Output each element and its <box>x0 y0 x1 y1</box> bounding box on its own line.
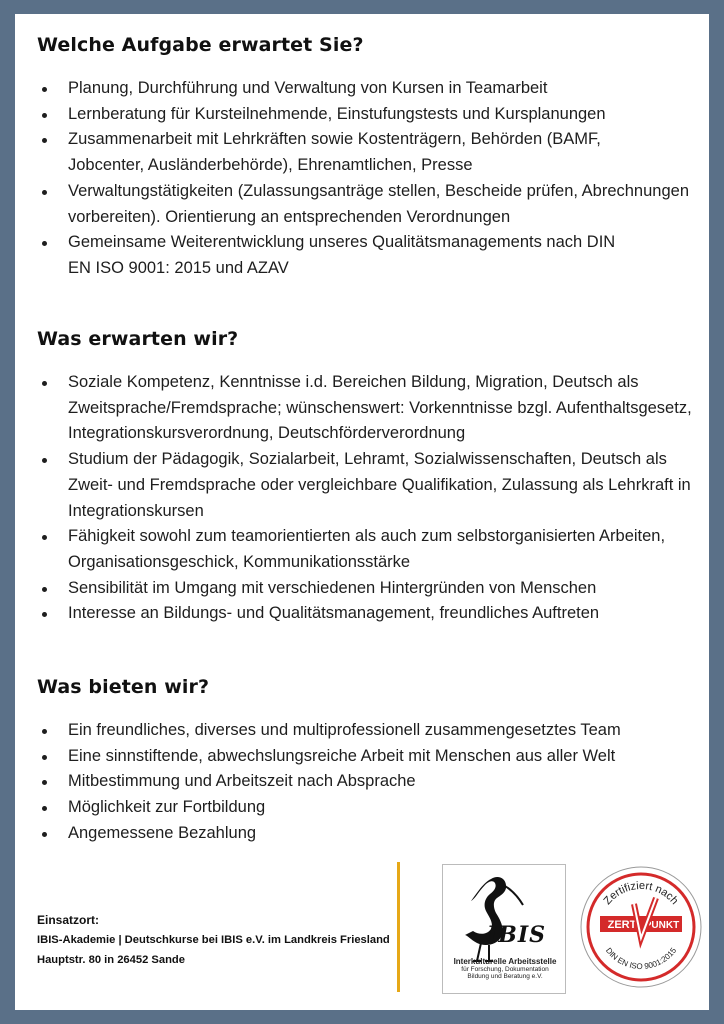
list-item: Gemeinsame Weiterentwicklung unseres Qualitätsmanagements nach DIN EN ISO 9001: 2015 und AZAV <box>39 230 628 281</box>
list-item: Zusammenarbeit mit Lehrkräften sowie Kostenträgern, Behörden (BAMF, Jobcenter, Ausländerbehörde), Ehrenamtlichen, Presse <box>39 127 628 178</box>
list-item: Verwaltungstätigkeiten (Zulassungsanträge stellen, Bescheide prüfen, Abrechnungen vorbereiten). Orientierung an entsprechenden Verordnungen <box>39 179 699 230</box>
list-item: Fähigkeit sowohl zum teamorientierten als auch zum selbstorganisierten Arbeiten, Organisationsgeschick, Kommunikationsstärke <box>39 524 699 575</box>
seal-arc-text: Zertifiziert nach <box>601 879 681 908</box>
list-item: Planung, Durchführung und Verwaltung von Kursen in Teamarbeit <box>39 76 699 102</box>
tasks-list <box>39 76 699 282</box>
list-item: Interesse an Bildungs- und Qualitätsmanagement, freundliches Auftreten <box>39 601 699 627</box>
seal-bottom-text: DIN EN ISO 9001:2015 <box>603 946 679 972</box>
location-title: Einsatzort: <box>37 913 100 927</box>
footer-divider <box>397 862 400 992</box>
ibis-logo-subtitle: Interkulturelle Arbeitsstelle für Forschung, Dokumentation Bildung und Beratung e.V. <box>453 957 557 980</box>
list-item: Ein freundliches, diverses und multiprofessionell zusammengesetztes Team <box>39 718 699 744</box>
location-info <box>37 910 390 970</box>
section-heading-requirements: Was erwarten wir? <box>37 328 239 350</box>
list-item: Soziale Kompetenz, Kenntnisse i.d. Bereichen Bildung, Migration, Deutsch als Zweitsprache/Fremdsprache; wünschenswert: Vorkenntnisse bzgl. Aufenthaltsgesetz, Integrationskursverordnung, Deutschförderverordnung <box>39 370 699 447</box>
list-item: Studium der Pädagogik, Sozialarbeit, Lehramt, Sozialwissenschaften, Deutsch als Zweit- und Fremdsprache oder vergleichbare Qualifikation, Zulassung als Lehrkraft in Integrationskursen <box>39 447 699 524</box>
location-line-1: IBIS-Akademie | Deutschkurse bei IBIS e.V. im Landkreis Friesland <box>37 934 390 946</box>
list-item: Mitbestimmung und Arbeitszeit nach Absprache <box>39 769 699 795</box>
list-item: Lernberatung für Kursteilnehmende, Einstufungstests und Kursplanungen <box>39 102 699 128</box>
list-item: Eine sinnstiftende, abwechslungsreiche Arbeit mit Menschen aus aller Welt <box>39 744 699 770</box>
seal-mark-left: ZERT <box>607 919 637 931</box>
location-line-2: Hauptstr. 80 in 26452 Sande <box>37 954 185 966</box>
list-item: Sensibilität im Umgang mit verschiedenen Hintergründen von Menschen <box>39 576 699 602</box>
requirements-list <box>39 370 699 627</box>
list-item: Möglichkeit zur Fortbildung <box>39 795 699 821</box>
section-heading-offer: Was bieten wir? <box>37 676 210 698</box>
job-posting-page <box>15 14 709 1010</box>
seal-mark-right: PUNKT <box>644 920 680 931</box>
certification-seal <box>578 864 704 990</box>
ibis-logo <box>442 864 566 994</box>
section-heading-tasks: Welche Aufgabe erwartet Sie? <box>37 34 364 56</box>
offer-list <box>39 718 699 847</box>
ibis-logo-name: IBIS <box>487 922 547 948</box>
list-item: Angemessene Bezahlung <box>39 821 699 847</box>
